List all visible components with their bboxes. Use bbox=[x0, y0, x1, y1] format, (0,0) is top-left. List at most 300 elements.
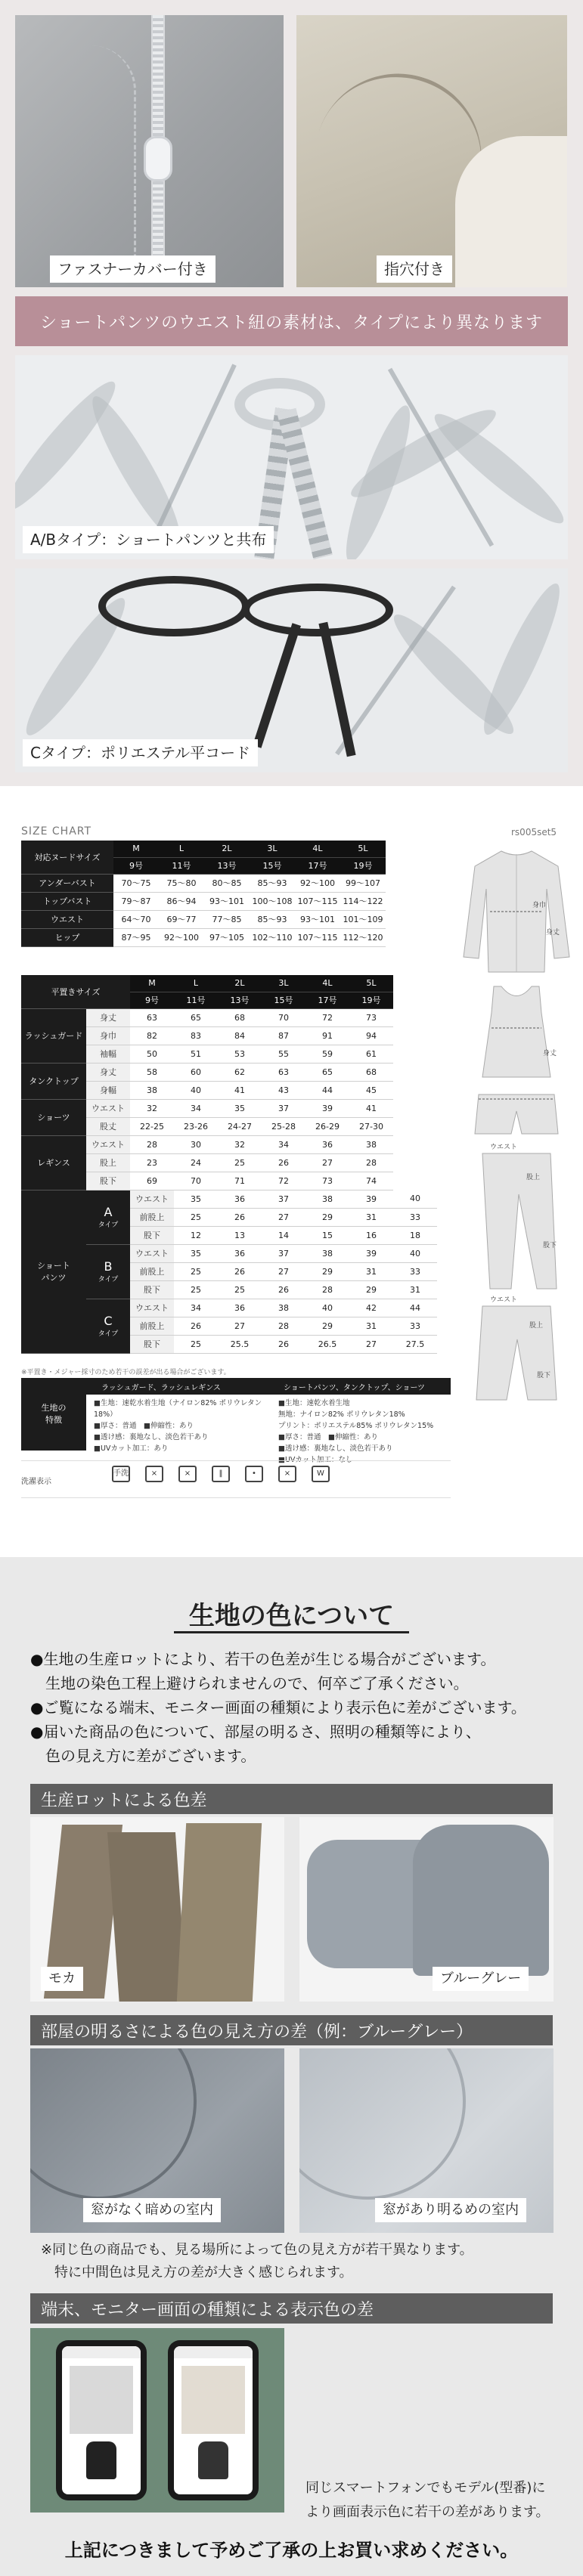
row-label: ヒップ bbox=[21, 928, 113, 946]
sub-label: 袖幅 bbox=[86, 1045, 130, 1063]
tanktop-length-label: 身丈 bbox=[543, 1050, 557, 1057]
size-cell: M bbox=[130, 975, 174, 992]
material-col1-head: ラッシュガード、ラッシュレギンス bbox=[101, 1383, 221, 1392]
group-label: レギンス bbox=[21, 1135, 86, 1190]
hand-shape bbox=[455, 136, 567, 287]
table-cell: 32 bbox=[130, 1099, 174, 1117]
table-cell: 26 bbox=[262, 1153, 305, 1172]
cord-tail bbox=[318, 622, 355, 757]
table-cell: 34 bbox=[174, 1099, 218, 1117]
size-number-cell: 19号 bbox=[349, 992, 393, 1008]
table-cell: 26 bbox=[218, 1262, 262, 1280]
wet-clean-icon: W bbox=[312, 1466, 330, 1482]
table-cell: 27-30 bbox=[349, 1117, 393, 1135]
table-cell: 84 bbox=[218, 1026, 262, 1045]
sleeve-seam bbox=[299, 2048, 466, 2200]
table-cell: 37 bbox=[262, 1099, 305, 1117]
table-cell: 34 bbox=[262, 1135, 305, 1153]
table-cell: 35 bbox=[218, 1099, 262, 1117]
table-cell: 72 bbox=[262, 1172, 305, 1190]
table-cell: 65 bbox=[174, 1008, 218, 1026]
table-cell: 91 bbox=[305, 1026, 349, 1045]
cord-tail bbox=[253, 623, 301, 748]
table-cell: 24-27 bbox=[218, 1117, 262, 1135]
leggings-rise-label: 股上 bbox=[526, 1174, 541, 1181]
product-code: rs005set5 bbox=[511, 827, 557, 838]
table-cell: 15 bbox=[305, 1226, 349, 1244]
no-dry-clean-icon: × bbox=[278, 1466, 296, 1482]
table-cell: 25 bbox=[218, 1153, 262, 1172]
leaf-stem bbox=[146, 364, 237, 550]
group-label: ショーツ bbox=[21, 1099, 86, 1135]
leaf-pattern bbox=[82, 389, 191, 549]
table-cell: 40 bbox=[305, 1299, 349, 1317]
row-label: ウエスト bbox=[21, 910, 113, 928]
table-cell: 25.5 bbox=[218, 1335, 262, 1353]
table-cell: 38 bbox=[305, 1190, 349, 1208]
notice-bullet: 生地の染色工程上避けられませんので、何卒ご了承ください。 bbox=[30, 1674, 469, 1692]
room-note: 特に中間色は見え方の差が大きく感じられます。 bbox=[41, 2265, 353, 2280]
color-notice-title: 生地の色について bbox=[188, 1601, 395, 1631]
table-cell: 63 bbox=[262, 1063, 305, 1081]
room-note: ※同じ色の商品でも、見る場所によって色の見え方が若干異なります。 bbox=[41, 2242, 473, 2258]
size-cell: 5L bbox=[349, 975, 393, 992]
table-row bbox=[21, 910, 386, 928]
row-label: トップバスト bbox=[21, 892, 113, 910]
line-dry-shade-icon: ‖ bbox=[212, 1466, 230, 1482]
size-cell: 5L bbox=[340, 841, 386, 857]
notice-bullet: ●生地の生産ロットにより、若干の色差が生じる場合がございます。 bbox=[30, 1650, 496, 1668]
table-cell: 92〜100 bbox=[159, 928, 204, 946]
sub-label: 前股上 bbox=[130, 1262, 174, 1280]
table-cell: 32 bbox=[218, 1135, 262, 1153]
sub-label: 身幅 bbox=[86, 1081, 130, 1099]
table-cell: 82 bbox=[130, 1026, 174, 1045]
material-label bbox=[21, 1378, 86, 1451]
device-text bbox=[305, 2476, 550, 2525]
table-cell: 36 bbox=[218, 1299, 262, 1317]
table-cell: 59 bbox=[305, 1045, 349, 1063]
table-cell: 100〜108 bbox=[250, 892, 295, 910]
table-cell: 107〜115 bbox=[295, 928, 340, 946]
size-header-label: 対応ヌードサイズ bbox=[21, 841, 113, 874]
table-cell: 18 bbox=[393, 1226, 437, 1244]
notice-bullet: ●ご覧になる端末、モニター画面の種類により表示色に差がございます。 bbox=[30, 1698, 526, 1717]
size-number-cell: 17号 bbox=[305, 992, 349, 1008]
shorts-label: ショート パンツ bbox=[21, 1190, 86, 1353]
table-cell: 31 bbox=[393, 1280, 437, 1299]
material-label-text: 生地の 特徴 bbox=[41, 1403, 67, 1425]
table-cell: 41 bbox=[349, 1099, 393, 1117]
table-cell: 60 bbox=[174, 1063, 218, 1081]
sub-label: 前股上 bbox=[130, 1208, 174, 1226]
table-cell: 24 bbox=[174, 1153, 218, 1172]
care-labels bbox=[21, 1460, 451, 1498]
table-cell: 65 bbox=[305, 1063, 349, 1081]
c-caption: Cタイプ：ポリエステル平コード bbox=[23, 739, 258, 766]
moka-label: モカ bbox=[41, 1967, 83, 1991]
ab-caption: A/Bタイプ：ショートパンツと共布 bbox=[23, 526, 274, 553]
footer-notice: 上記につきまして予めご了承の上お買い求めください。 bbox=[64, 2540, 519, 2561]
type-letter: B bbox=[104, 1259, 113, 1274]
device-text-line: 同じスマートフォンでもモデル(型番)に bbox=[305, 2480, 546, 2496]
swimsuit-shape bbox=[198, 2441, 228, 2479]
measurement-note: ※平置き・メジャー採寸のため若干の誤差が出る場合がございます。 bbox=[21, 1369, 231, 1376]
sub-label: ウエスト bbox=[86, 1135, 130, 1153]
sub-label: ウエスト bbox=[130, 1299, 174, 1317]
size-chart-title: SIZE CHART bbox=[21, 825, 92, 838]
type-subtitle: タイプ bbox=[98, 1330, 119, 1338]
table-cell: 16 bbox=[349, 1226, 393, 1244]
table-cell: 97〜105 bbox=[204, 928, 250, 946]
size-number-cell: 15号 bbox=[250, 857, 295, 874]
table-cell: 29 bbox=[349, 1280, 393, 1299]
leggings-inseam-label: 股下 bbox=[543, 1242, 557, 1249]
group-label: ラッシュガード bbox=[21, 1008, 86, 1063]
screen-header bbox=[174, 2346, 253, 2358]
sub-label: ウエスト bbox=[130, 1190, 174, 1208]
table-cell: 41 bbox=[218, 1081, 262, 1099]
table-cell: 70 bbox=[174, 1172, 218, 1190]
care-label: 洗濯表示 bbox=[21, 1478, 51, 1486]
table-cell: 102〜110 bbox=[250, 928, 295, 946]
hand-wash-icon: 手洗 bbox=[112, 1466, 130, 1482]
table-cell: 72 bbox=[305, 1008, 349, 1026]
table-cell: 38 bbox=[130, 1081, 174, 1099]
bright-room-label: 窓があり明るめの室内 bbox=[375, 2198, 526, 2222]
table-cell: 29 bbox=[305, 1208, 349, 1226]
table-cell: 33 bbox=[393, 1208, 437, 1226]
fabric-swatch bbox=[107, 1832, 188, 2002]
table-cell: 28 bbox=[262, 1317, 305, 1335]
table-cell: 31 bbox=[349, 1317, 393, 1335]
table-cell: 31 bbox=[349, 1208, 393, 1226]
sleeve-seam bbox=[30, 2048, 197, 2200]
table-cell: 30 bbox=[174, 1135, 218, 1153]
table-cell: 25 bbox=[174, 1262, 218, 1280]
table-row bbox=[21, 874, 386, 892]
table-cell: 69〜77 bbox=[159, 910, 204, 928]
type-letter: C bbox=[104, 1314, 113, 1328]
table-cell: 35 bbox=[174, 1244, 218, 1262]
table-cell: 40 bbox=[393, 1190, 437, 1208]
type-subtitle: タイプ bbox=[98, 1221, 119, 1229]
table-cell: 101〜109 bbox=[340, 910, 386, 928]
material-head bbox=[86, 1378, 451, 1395]
table-cell: 36 bbox=[218, 1244, 262, 1262]
table-cell: 25 bbox=[218, 1280, 262, 1299]
moka-photo bbox=[30, 1817, 284, 2002]
table-row bbox=[21, 1063, 437, 1081]
table-cell: 68 bbox=[349, 1063, 393, 1081]
table-cell: 26.5 bbox=[305, 1335, 349, 1353]
material-col1: ■生地：速乾水着生地（ナイロン82% ポリウレタン18%） ■厚さ：普通 ■伸縮性：あり ■透け感：裏地なし、淡色若干あり ■UVカット加工：あり bbox=[94, 1399, 262, 1453]
table-cell: 28 bbox=[130, 1135, 174, 1153]
c-type-waist-photo bbox=[15, 568, 568, 772]
table-cell: 37 bbox=[262, 1190, 305, 1208]
table-cell: 26 bbox=[262, 1280, 305, 1299]
table-cell: 107〜115 bbox=[295, 892, 340, 910]
flat-size-table bbox=[21, 975, 437, 1354]
size-number-cell: 15号 bbox=[262, 992, 305, 1008]
material-box bbox=[21, 1378, 451, 1464]
title-underline bbox=[174, 1631, 409, 1633]
table-cell: 26 bbox=[174, 1317, 218, 1335]
size-header-label: 平置きサイズ bbox=[21, 975, 130, 1008]
table-cell: 25 bbox=[174, 1280, 218, 1299]
size-cell: L bbox=[174, 975, 218, 992]
table-cell: 25 bbox=[174, 1335, 218, 1353]
table-cell: 25-28 bbox=[262, 1117, 305, 1135]
section-lot: 生産ロットによる色差 bbox=[30, 1784, 553, 1814]
table-cell: 34 bbox=[174, 1299, 218, 1317]
table-cell: 12 bbox=[174, 1226, 218, 1244]
size-cell: M bbox=[113, 841, 159, 857]
sub-label: 股上 bbox=[86, 1153, 130, 1172]
no-bleach-icon: × bbox=[145, 1466, 163, 1482]
phone-screen bbox=[174, 2346, 253, 2494]
table-cell: 68 bbox=[218, 1008, 262, 1026]
table-cell: 64〜70 bbox=[113, 910, 159, 928]
size-cell: 4L bbox=[295, 841, 340, 857]
table-cell: 86〜94 bbox=[159, 892, 204, 910]
sub-label: ウエスト bbox=[130, 1244, 174, 1262]
size-number-cell: 13号 bbox=[204, 857, 250, 874]
size-number-cell: 19号 bbox=[340, 857, 386, 874]
fabric-swatch bbox=[177, 1823, 262, 2002]
table-cell: 26 bbox=[218, 1208, 262, 1226]
size-number-cell: 11号 bbox=[174, 992, 218, 1008]
sub-label: 股丈 bbox=[86, 1117, 130, 1135]
sub-label: ウエスト bbox=[86, 1099, 130, 1117]
size-cell: 2L bbox=[218, 975, 262, 992]
table-cell: 73 bbox=[349, 1008, 393, 1026]
cord-loop-icon bbox=[242, 584, 393, 636]
table-cell: 39 bbox=[349, 1244, 393, 1262]
screen-image bbox=[70, 2366, 133, 2434]
sub-label: 股下 bbox=[86, 1172, 130, 1190]
shortpants-inseam-label: 股下 bbox=[537, 1372, 551, 1379]
screen-header bbox=[62, 2346, 141, 2358]
table-cell: 39 bbox=[349, 1190, 393, 1208]
table-row bbox=[21, 1008, 437, 1026]
table-cell: 27 bbox=[349, 1335, 393, 1353]
table-cell: 70 bbox=[262, 1008, 305, 1026]
fabric-swatch bbox=[413, 1825, 549, 1976]
dark-room-label: 窓がなく暗めの室内 bbox=[83, 2198, 221, 2222]
size-number-cell: 9号 bbox=[113, 857, 159, 874]
table-cell: 37 bbox=[262, 1244, 305, 1262]
sub-label: 股下 bbox=[130, 1280, 174, 1299]
leaf-pattern bbox=[336, 401, 421, 559]
material-col2-head: ショートパンツ、タンクトップ、ショーツ bbox=[284, 1383, 425, 1392]
leaf-pattern bbox=[473, 577, 568, 741]
table-cell: 33 bbox=[393, 1262, 437, 1280]
section-room: 部屋の明るさによる色の見え方の差（例：ブルーグレー） bbox=[30, 2015, 553, 2045]
table-cell: 94 bbox=[349, 1026, 393, 1045]
table-cell: 53 bbox=[218, 1045, 262, 1063]
table-cell: 31 bbox=[349, 1262, 393, 1280]
table-cell: 22-25 bbox=[130, 1117, 174, 1135]
size-number-cell: 13号 bbox=[218, 992, 262, 1008]
table-row bbox=[21, 1190, 437, 1208]
table-cell: 45 bbox=[349, 1081, 393, 1099]
type-label bbox=[86, 1299, 130, 1353]
table-cell: 80〜85 bbox=[204, 874, 250, 892]
shortpants-waist-label: ウエスト bbox=[490, 1296, 518, 1304]
table-cell: 70〜75 bbox=[113, 874, 159, 892]
size-cell: 2L bbox=[204, 841, 250, 857]
table-cell: 93〜101 bbox=[204, 892, 250, 910]
table-cell: 79〜87 bbox=[113, 892, 159, 910]
zip-caption: ファスナーカバー付き bbox=[50, 255, 216, 283]
dark-room-photo bbox=[30, 2048, 284, 2233]
material-col2: ■生地：速乾水着生地 無地：ナイロン82% ポリウレタン18% プリント：ポリエステル85% ポリウレタン15% ■厚さ：普通 ■伸縮性：あり ■透け感：裏地なし、淡色若干あり ■UVカット加工：なし bbox=[278, 1399, 434, 1464]
table-cell: 87 bbox=[262, 1026, 305, 1045]
table-cell: 23 bbox=[130, 1153, 174, 1172]
smartphone-icon bbox=[168, 2340, 259, 2500]
size-cell: L bbox=[159, 841, 204, 857]
table-row bbox=[21, 892, 386, 910]
table-cell: 36 bbox=[218, 1190, 262, 1208]
short-pants-figure-icon bbox=[467, 1294, 566, 1407]
table-cell: 71 bbox=[218, 1172, 262, 1190]
table-cell: 114〜122 bbox=[340, 892, 386, 910]
table-cell: 43 bbox=[262, 1081, 305, 1099]
waist-string-band: ショートパンツのウエスト紐の素材は、タイプにより異なります bbox=[15, 296, 568, 346]
type-label bbox=[86, 1244, 130, 1299]
table-cell: 51 bbox=[174, 1045, 218, 1063]
type-letter: A bbox=[104, 1205, 113, 1219]
table-cell: 38 bbox=[305, 1244, 349, 1262]
size-cell: 4L bbox=[305, 975, 349, 992]
shorts-figure-icon bbox=[467, 1088, 566, 1141]
table-row bbox=[21, 1099, 437, 1117]
table-cell: 28 bbox=[349, 1153, 393, 1172]
table-cell: 29 bbox=[305, 1262, 349, 1280]
table-cell: 27 bbox=[305, 1153, 349, 1172]
zipper-pull-icon bbox=[144, 136, 172, 181]
leggings-figure-icon bbox=[467, 1141, 566, 1293]
sub-label: 股下 bbox=[130, 1226, 174, 1244]
table-cell: 85〜93 bbox=[250, 910, 295, 928]
size-cell: 3L bbox=[262, 975, 305, 992]
type-subtitle: タイプ bbox=[98, 1276, 119, 1283]
table-cell: 93〜101 bbox=[295, 910, 340, 928]
table-cell: 33 bbox=[393, 1317, 437, 1335]
iron-low-icon: • bbox=[245, 1466, 263, 1482]
table-cell: 28 bbox=[305, 1280, 349, 1299]
device-text-line: より画面表示色に若干の差があります。 bbox=[305, 2504, 550, 2520]
table-cell: 38 bbox=[349, 1135, 393, 1153]
table-cell: 112〜120 bbox=[340, 928, 386, 946]
sub-label: 前股上 bbox=[130, 1317, 174, 1335]
row-label: アンダーバスト bbox=[21, 874, 113, 892]
bluegray-label: ブルーグレー bbox=[433, 1967, 529, 1991]
size-header-row bbox=[21, 975, 437, 992]
table-cell: 55 bbox=[262, 1045, 305, 1063]
table-cell: 27 bbox=[262, 1262, 305, 1280]
rashguard-figure-icon bbox=[460, 844, 573, 980]
group-label: タンクトップ bbox=[21, 1063, 86, 1099]
table-cell: 26 bbox=[262, 1335, 305, 1353]
table-cell: 27.5 bbox=[393, 1335, 437, 1353]
table-cell: 13 bbox=[218, 1226, 262, 1244]
table-cell: 75〜80 bbox=[159, 874, 204, 892]
bluegray-photo bbox=[299, 1817, 554, 2002]
tanktop-figure-icon bbox=[467, 983, 566, 1081]
table-cell: 58 bbox=[130, 1063, 174, 1081]
table-cell: 50 bbox=[130, 1045, 174, 1063]
notice-bullet: 色の見え方に差がございます。 bbox=[30, 1747, 256, 1765]
table-cell: 99〜107 bbox=[340, 874, 386, 892]
table-cell: 87〜95 bbox=[113, 928, 159, 946]
rashguard-width-label: 身巾 bbox=[532, 902, 547, 909]
seam-line bbox=[38, 45, 136, 272]
size-number-cell: 11号 bbox=[159, 857, 204, 874]
table-cell: 14 bbox=[262, 1226, 305, 1244]
section-device: 端末、モニター画面の種類による表示色の差 bbox=[30, 2293, 553, 2324]
thumb-caption: 指穴付き bbox=[377, 255, 452, 283]
table-cell: 27 bbox=[262, 1208, 305, 1226]
sub-label: 身巾 bbox=[86, 1026, 130, 1045]
shortpants-rise-label: 股上 bbox=[529, 1322, 544, 1330]
table-cell: 25 bbox=[174, 1208, 218, 1226]
table-cell: 36 bbox=[305, 1135, 349, 1153]
sub-label: 身丈 bbox=[86, 1008, 130, 1026]
screen-image bbox=[181, 2366, 245, 2434]
table-cell: 26-29 bbox=[305, 1117, 349, 1135]
cord-loop-icon bbox=[98, 576, 250, 636]
table-cell: 73 bbox=[305, 1172, 349, 1190]
type-label bbox=[86, 1190, 130, 1244]
table-cell: 77〜85 bbox=[204, 910, 250, 928]
leggings-waist-label: ウエスト bbox=[490, 1144, 518, 1151]
table-row bbox=[21, 928, 386, 946]
string-tail bbox=[277, 408, 333, 559]
sub-label: 股下 bbox=[130, 1335, 174, 1353]
table-cell: 69 bbox=[130, 1172, 174, 1190]
notice-bullet: ●届いた商品の色について、部屋の明るさ、照明の種類等により、 bbox=[30, 1723, 481, 1741]
phone-screen bbox=[62, 2346, 141, 2494]
table-cell: 44 bbox=[305, 1081, 349, 1099]
sub-label: 身丈 bbox=[86, 1063, 130, 1081]
table-cell: 83 bbox=[174, 1026, 218, 1045]
table-cell: 39 bbox=[305, 1099, 349, 1117]
size-cell: 3L bbox=[250, 841, 295, 857]
zipper-cover-photo bbox=[15, 15, 284, 287]
ab-type-waist-photo bbox=[15, 355, 568, 559]
table-cell: 44 bbox=[393, 1299, 437, 1317]
table-cell: 40 bbox=[393, 1244, 437, 1262]
smartphone-icon bbox=[56, 2340, 147, 2500]
device-photo bbox=[30, 2328, 284, 2513]
table-cell: 61 bbox=[349, 1045, 393, 1063]
table-cell: 29 bbox=[305, 1317, 349, 1335]
table-cell: 38 bbox=[262, 1299, 305, 1317]
table-cell: 92〜100 bbox=[295, 874, 340, 892]
table-cell: 23-26 bbox=[174, 1117, 218, 1135]
table-cell: 85〜93 bbox=[250, 874, 295, 892]
table-cell: 63 bbox=[130, 1008, 174, 1026]
thumb-hole-photo bbox=[296, 15, 567, 287]
size-header-row bbox=[21, 841, 386, 857]
no-tumble-dry-icon: × bbox=[178, 1466, 197, 1482]
table-cell: 74 bbox=[349, 1172, 393, 1190]
table-cell: 42 bbox=[349, 1299, 393, 1317]
table-cell: 40 bbox=[174, 1081, 218, 1099]
size-number-cell: 17号 bbox=[295, 857, 340, 874]
